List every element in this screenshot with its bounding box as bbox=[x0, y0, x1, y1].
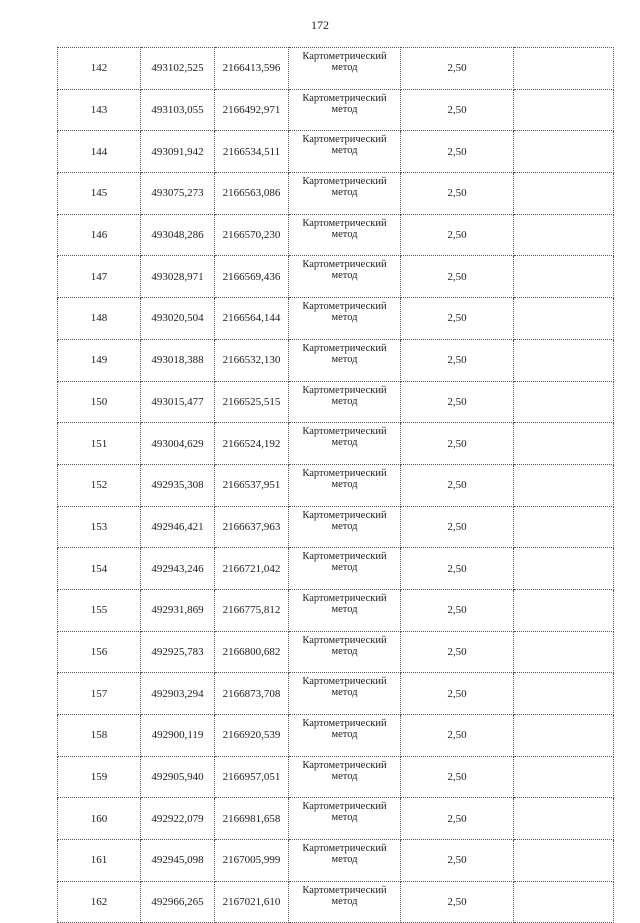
coord-x: 493103,055 bbox=[141, 89, 215, 131]
coord-x: 492905,940 bbox=[141, 756, 215, 798]
extra-cell bbox=[514, 631, 614, 673]
table-row bbox=[58, 298, 614, 340]
method-cell bbox=[289, 298, 401, 340]
method-line-2: метод bbox=[331, 562, 358, 574]
method-line-1: Картометрический bbox=[302, 426, 387, 438]
extra-cell bbox=[514, 423, 614, 465]
extra-cell bbox=[514, 589, 614, 631]
coord-x: 492946,421 bbox=[141, 506, 215, 548]
method-cell bbox=[289, 214, 401, 256]
coord-x: 492925,783 bbox=[141, 631, 215, 673]
method-line-1: Картометрический bbox=[302, 843, 387, 855]
coord-x: 493028,971 bbox=[141, 256, 215, 298]
table-row bbox=[58, 173, 614, 215]
extra-cell bbox=[514, 48, 614, 90]
method-line-1: Картометрический bbox=[302, 676, 387, 688]
method-cell bbox=[289, 798, 401, 840]
point-number: 157 bbox=[58, 673, 141, 715]
coord-x: 493048,286 bbox=[141, 214, 215, 256]
coord-y: 2166413,596 bbox=[215, 48, 289, 90]
method-line-2: метод bbox=[331, 854, 358, 866]
table-row bbox=[58, 214, 614, 256]
method-line-2: метод bbox=[331, 145, 358, 157]
accuracy: 2,50 bbox=[401, 548, 514, 590]
accuracy: 2,50 bbox=[401, 673, 514, 715]
coord-y: 2166524,192 bbox=[215, 423, 289, 465]
method-cell bbox=[289, 464, 401, 506]
point-number: 146 bbox=[58, 214, 141, 256]
coord-x: 492935,308 bbox=[141, 464, 215, 506]
method-line-1: Картометрический bbox=[302, 759, 387, 771]
extra-cell bbox=[514, 881, 614, 923]
method-line-2: метод bbox=[331, 312, 358, 324]
method-line-1: Картометрический bbox=[302, 801, 387, 813]
method-line-1: Картометрический bbox=[302, 217, 387, 229]
table-row bbox=[58, 48, 614, 90]
method-line-2: метод bbox=[331, 729, 358, 740]
coord-x: 493102,525 bbox=[141, 48, 215, 90]
coord-x: 492900,119 bbox=[141, 715, 215, 757]
coord-y: 2166570,230 bbox=[215, 214, 289, 256]
extra-cell bbox=[514, 840, 614, 882]
accuracy: 2,50 bbox=[401, 339, 514, 381]
point-number: 151 bbox=[58, 423, 141, 465]
extra-cell bbox=[514, 89, 614, 131]
method-cell bbox=[289, 506, 401, 548]
point-number: 149 bbox=[58, 339, 141, 381]
point-number: 144 bbox=[58, 131, 141, 173]
method-line-1: Картометрический bbox=[302, 176, 387, 188]
coord-y: 2166534,511 bbox=[215, 131, 289, 173]
coord-y: 2166775,812 bbox=[215, 589, 289, 631]
coord-y: 2166537,951 bbox=[215, 464, 289, 506]
method-cell bbox=[289, 881, 401, 923]
method-line-2: метод bbox=[331, 437, 358, 449]
extra-cell bbox=[514, 798, 614, 840]
table-row bbox=[58, 715, 614, 757]
accuracy: 2,50 bbox=[401, 256, 514, 298]
extra-cell bbox=[514, 715, 614, 757]
method-line-1: Картометрический bbox=[302, 92, 387, 104]
point-number: 147 bbox=[58, 256, 141, 298]
method-cell bbox=[289, 673, 401, 715]
extra-cell bbox=[514, 756, 614, 798]
coord-x: 493018,388 bbox=[141, 339, 215, 381]
coord-x: 493020,504 bbox=[141, 298, 215, 340]
method-cell bbox=[289, 339, 401, 381]
table-row bbox=[58, 631, 614, 673]
method-line-2: метод bbox=[331, 812, 358, 824]
method-line-2: метод bbox=[331, 395, 358, 407]
coord-x: 493091,942 bbox=[141, 131, 215, 173]
method-cell bbox=[289, 256, 401, 298]
coord-x: 492943,246 bbox=[141, 548, 215, 590]
point-number: 152 bbox=[58, 464, 141, 506]
method-cell bbox=[289, 631, 401, 673]
accuracy: 2,50 bbox=[401, 89, 514, 131]
method-line-1: Картометрический bbox=[302, 884, 387, 896]
table-row bbox=[58, 506, 614, 548]
table-row bbox=[58, 798, 614, 840]
table-row bbox=[58, 673, 614, 715]
method-cell bbox=[289, 840, 401, 882]
point-number: 160 bbox=[58, 798, 141, 840]
method-line-1: Картометрический bbox=[302, 51, 387, 62]
table-row bbox=[58, 131, 614, 173]
method-cell bbox=[289, 48, 401, 90]
method-line-2: метод bbox=[331, 228, 358, 240]
coord-y: 2167005,999 bbox=[215, 840, 289, 882]
table-row bbox=[58, 840, 614, 882]
point-number: 158 bbox=[58, 715, 141, 757]
coord-x: 493015,477 bbox=[141, 381, 215, 423]
accuracy: 2,50 bbox=[401, 298, 514, 340]
accuracy: 2,50 bbox=[401, 631, 514, 673]
method-line-2: метод bbox=[331, 103, 358, 115]
method-line-1: Картометрический bbox=[302, 592, 387, 604]
coord-y: 2166492,971 bbox=[215, 89, 289, 131]
coordinates-table-body bbox=[58, 48, 614, 923]
point-number: 143 bbox=[58, 89, 141, 131]
accuracy: 2,50 bbox=[401, 840, 514, 882]
accuracy: 2,50 bbox=[401, 715, 514, 757]
method-line-1: Картометрический bbox=[302, 509, 387, 521]
point-number: 153 bbox=[58, 506, 141, 548]
method-line-1: Картометрический bbox=[302, 301, 387, 313]
method-cell bbox=[289, 715, 401, 757]
method-line-2: метод bbox=[331, 895, 358, 907]
method-cell bbox=[289, 381, 401, 423]
point-number: 156 bbox=[58, 631, 141, 673]
coord-y: 2166564,144 bbox=[215, 298, 289, 340]
extra-cell bbox=[514, 256, 614, 298]
point-number: 145 bbox=[58, 173, 141, 215]
method-line-2: метод bbox=[331, 478, 358, 490]
coord-y: 2166873,708 bbox=[215, 673, 289, 715]
point-number: 150 bbox=[58, 381, 141, 423]
accuracy: 2,50 bbox=[401, 756, 514, 798]
accuracy: 2,50 bbox=[401, 423, 514, 465]
method-cell bbox=[289, 589, 401, 631]
point-number: 154 bbox=[58, 548, 141, 590]
table-row bbox=[58, 339, 614, 381]
accuracy: 2,50 bbox=[401, 506, 514, 548]
accuracy: 2,50 bbox=[401, 381, 514, 423]
coord-x: 492931,869 bbox=[141, 589, 215, 631]
method-cell bbox=[289, 131, 401, 173]
coord-y: 2166532,130 bbox=[215, 339, 289, 381]
method-line-2: метод bbox=[331, 603, 358, 615]
coord-x: 492945,098 bbox=[141, 840, 215, 882]
extra-cell bbox=[514, 464, 614, 506]
method-line-2: метод bbox=[331, 770, 358, 782]
extra-cell bbox=[514, 131, 614, 173]
table-row bbox=[58, 381, 614, 423]
table-row bbox=[58, 464, 614, 506]
coord-y: 2166721,042 bbox=[215, 548, 289, 590]
table-row bbox=[58, 423, 614, 465]
method-line-1: Картометрический bbox=[302, 467, 387, 479]
coord-x: 492903,294 bbox=[141, 673, 215, 715]
coord-x: 493075,273 bbox=[141, 173, 215, 215]
accuracy: 2,50 bbox=[401, 131, 514, 173]
coord-x: 492922,079 bbox=[141, 798, 215, 840]
accuracy: 2,50 bbox=[401, 798, 514, 840]
method-line-1: Картометрический bbox=[302, 342, 387, 354]
method-line-1: Картометрический bbox=[302, 634, 387, 646]
point-number: 155 bbox=[58, 589, 141, 631]
method-line-2: метод bbox=[331, 645, 358, 657]
method-line-2: метод bbox=[331, 187, 358, 199]
coord-x: 493004,629 bbox=[141, 423, 215, 465]
method-line-2: метод bbox=[331, 270, 358, 282]
table-row bbox=[58, 756, 614, 798]
coord-y: 2166525,515 bbox=[215, 381, 289, 423]
table-row bbox=[58, 89, 614, 131]
page-number: 172 bbox=[311, 18, 329, 32]
extra-cell bbox=[514, 381, 614, 423]
accuracy: 2,50 bbox=[401, 464, 514, 506]
coord-y: 2167021,610 bbox=[215, 881, 289, 923]
extra-cell bbox=[514, 173, 614, 215]
coord-x: 492966,265 bbox=[141, 881, 215, 923]
method-line-1: Картометрический bbox=[302, 718, 387, 729]
method-cell bbox=[289, 173, 401, 215]
extra-cell bbox=[514, 298, 614, 340]
coordinates-table bbox=[57, 47, 614, 923]
coord-y: 2166800,682 bbox=[215, 631, 289, 673]
extra-cell bbox=[514, 548, 614, 590]
point-number: 148 bbox=[58, 298, 141, 340]
coord-y: 2166563,086 bbox=[215, 173, 289, 215]
method-line-1: Картометрический bbox=[302, 551, 387, 563]
point-number: 162 bbox=[58, 881, 141, 923]
accuracy: 2,50 bbox=[401, 173, 514, 215]
coord-y: 2166981,658 bbox=[215, 798, 289, 840]
accuracy: 2,50 bbox=[401, 589, 514, 631]
coord-y: 2166957,051 bbox=[215, 756, 289, 798]
extra-cell bbox=[514, 673, 614, 715]
point-number: 161 bbox=[58, 840, 141, 882]
accuracy: 2,50 bbox=[401, 881, 514, 923]
table-row bbox=[58, 589, 614, 631]
method-cell bbox=[289, 423, 401, 465]
method-line-2: метод bbox=[331, 353, 358, 365]
method-line-2: метод bbox=[331, 520, 358, 532]
extra-cell bbox=[514, 506, 614, 548]
accuracy: 2,50 bbox=[401, 214, 514, 256]
accuracy: 2,50 bbox=[401, 48, 514, 90]
table-row bbox=[58, 881, 614, 923]
method-cell bbox=[289, 756, 401, 798]
coord-y: 2166920,539 bbox=[215, 715, 289, 757]
method-cell bbox=[289, 548, 401, 590]
method-line-2: метод bbox=[331, 62, 358, 73]
point-number: 142 bbox=[58, 48, 141, 90]
method-line-2: метод bbox=[331, 687, 358, 699]
method-line-1: Картометрический bbox=[302, 134, 387, 146]
method-cell bbox=[289, 89, 401, 131]
point-number: 159 bbox=[58, 756, 141, 798]
method-line-1: Картометрический bbox=[302, 259, 387, 271]
table-row bbox=[58, 256, 614, 298]
method-line-1: Картометрический bbox=[302, 384, 387, 396]
coord-y: 2166637,963 bbox=[215, 506, 289, 548]
extra-cell bbox=[514, 214, 614, 256]
coord-y: 2166569,436 bbox=[215, 256, 289, 298]
extra-cell bbox=[514, 339, 614, 381]
table-row bbox=[58, 548, 614, 590]
